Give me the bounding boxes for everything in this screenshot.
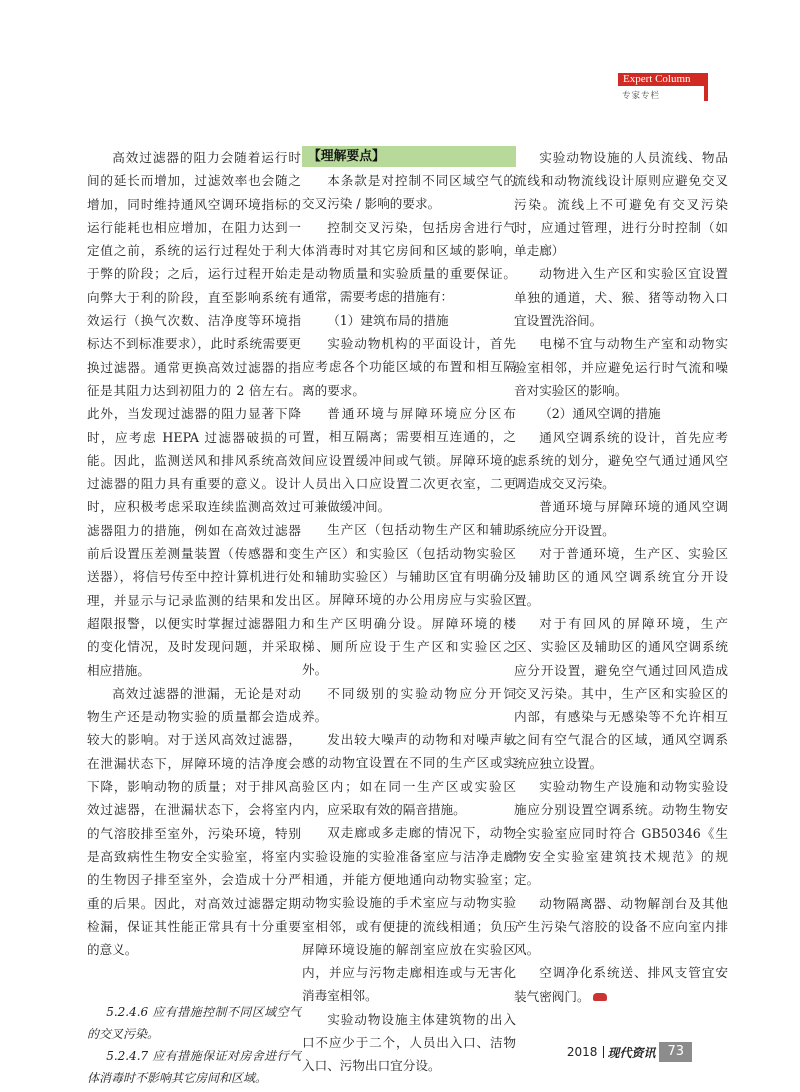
footer-magazine-name: 现代资讯 [607, 1045, 656, 1060]
paragraph: 实验动物设施的人员流线、物品流线和动物流线设计原则应避免交叉污染。流线上不可避免有交叉污染时，应通过管理，进行分时控制（如单走廊） [514, 150, 728, 259]
section-heading: 【理解要点】 [302, 146, 516, 167]
paragraph: 动物进入生产区和实验区宜设置单独的通道，犬、猴、猪等动物入口宜设置洗浴间。 [514, 266, 728, 329]
banner-edge [704, 73, 708, 101]
paragraph: 控制交叉污染，包括房舍进行气体消毒时对其它房间和区域的影响，是动物质量和实验质量的重要保证。通常，需要考虑的措施有： [302, 219, 516, 305]
paragraph-last [514, 961, 728, 1008]
text-column-2 [302, 146, 516, 1078]
footer-year: 2018 [566, 1045, 598, 1059]
paragraph: 双走廊或多走廊的情况下，动物实验设施的实验准备室应与洁净走廊相通，并能方便地通向动物实验室；动物实验设施的手术室应与动物实验室相邻，或有便捷的流线相通；负压屏障环境设施的解剖室应放在实验区内，并应与污物走廊相连或与无害化消毒室相邻。 [302, 825, 516, 1004]
column-title-cn: 专家专栏 [622, 91, 661, 101]
paragraph: 对于有回风的屏障环境，生产区、实验区及辅助区的通风空调系统应分开设置，避免空气通过回风造成交叉污染。其中，生产区和实验区的内部，有感染与无感染等不允许相互之间有空气混合的区域，通风空调系统应独立设置。 [514, 615, 728, 771]
paragraph: 发出较大噪声的动物和对噪声敏感的动物宜设置在不同的生产区或实验区内；如在同一生产区或实验区内，应采取有效的隔音措施。 [302, 732, 516, 818]
column-title-en: Expert Column [623, 73, 691, 85]
page-footer [567, 1041, 692, 1063]
paragraph: 普通环境与屏障环境应分区布置，相互隔离；需要相互连通的，之间应设置缓冲间或气锁。屏障环境的人员出入口应设置二次更衣室，二更可兼做缓冲间。 [302, 405, 516, 515]
paragraph: 本条款是对控制不同区域空气的交叉污染 / 影响的要求。 [302, 173, 516, 212]
clause-5-2-4-6: 5.2.4.6 应有措施控制不同区域空气的交叉污染。 [87, 1005, 301, 1042]
paragraph: 动物隔离器、动物解剖台及其他产生污染气溶胶的设备不应向室内排风。 [514, 895, 728, 958]
paragraph: 实验动物设施主体建筑物的出入口不应少于二个，人员出入口、洁物入口、污物出口宜分设。 [302, 1011, 516, 1074]
paragraph: 高效过滤器的泄漏，无论是对动物生产还是动物实验的质量都会造成较大的影响。对于送风高效过滤器，在泄漏状态下，屏障环境的洁净度会下降，影响动物的质量；对于排风高效过滤器，在泄漏状态下，会将室内的气溶胶排至室外，污染环境，特别是高致病性生物安全实验室，将室内的生物因子排至室外，会造成十分严重的后果。因此，对高效过滤器定期检漏，保证其性能正常具有十分重要的意义。 [87, 685, 301, 958]
subheading: （1）建筑布局的措施 [327, 312, 449, 328]
paragraph: 实验动物生产设施和动物实验设施应分别设置空调系统。动物生物安全实验室应同时符合 GB50346《生物安全实验室建筑技术规范》的规定。 [514, 779, 728, 888]
page-number: 73 [659, 1042, 692, 1062]
paragraph: 通风空调系统的设计，首先应考虑系统的划分，避免空气通过通风空调造成交叉污染。 [514, 429, 728, 492]
last-paragraph-text: 空调净化系统送、排风支管宜安装气密阀门。 [514, 965, 728, 1004]
paragraph: 不同级别的实验动物应分开饲养。 [302, 685, 516, 724]
paragraph: 电梯不宜与动物生产室和动物实验室相邻，并应避免运行时气流和噪音对实验区的影响。 [514, 336, 728, 398]
paragraph: 普通环境与屏障环境的通风空调系统应分开设置。 [514, 499, 728, 538]
footer-divider [603, 1046, 604, 1058]
clause-5-2-4-7: 5.2.4.7 应有措施保证对房舍进行气体消毒时不影响其它房间和区域。 [87, 1049, 301, 1086]
text-column-1 [87, 146, 301, 1089]
paragraph: 对于普通环境，生产区、实验区及辅助区的通风空调系统宜分开设置。 [514, 546, 728, 608]
end-mark-icon [593, 993, 607, 1001]
paragraph: 实验动物机构的平面设计，首先应考虑各个功能区域的布置和相互隔离的要求。 [302, 336, 516, 398]
subheading: （2）通风空调的措施 [539, 406, 661, 422]
paragraph: 生产区（包括动物生产区和辅助生产区）和实验区（包括动物实验区和辅助实验区）与辅助区宜有明确分区。屏障环境的办公用房应与实验区和生产区明确分设。屏障环境的楼梯、厕所应设于生产区和实验区之外。 [302, 522, 516, 678]
column-banner [618, 73, 706, 86]
paragraph: 高效过滤器的阻力会随着运行时间的延长而增加，过滤效率也会随之增加，同时维持通风空调环境指标的运行能耗也相应增加，在阻力达到一定值之前，系统的运行过程处于利大于弊的阶段；之后，运行过程开始走向弊大于利的阶段，直至影响系统有效运行（换气次数、洁净度等环境指标达不到标准要求），此时系统需要更换过滤器。通常更换高效过滤器的指征是其阻力达到初阻力的 2 倍左右。此外，当发现过滤器的阻力显著下降时，应考虑 HEPA 过滤器破损的可能。因此，监测送风和排风系统高效过滤器的阻力具有重要的意义。设计时，应积极考虑采取连续监测高效过滤器阻力的措施，例如在高效过滤器前后设置压差测量装置（传感器和变送器），将信号传至中控计算机进行处理，并显示与记录监测的结果和发出超限报警，以便实时掌握过滤器阻力的变化情况，及时发现问题，并采取相应措施。 [87, 150, 301, 678]
text-column-3 [514, 146, 728, 1008]
